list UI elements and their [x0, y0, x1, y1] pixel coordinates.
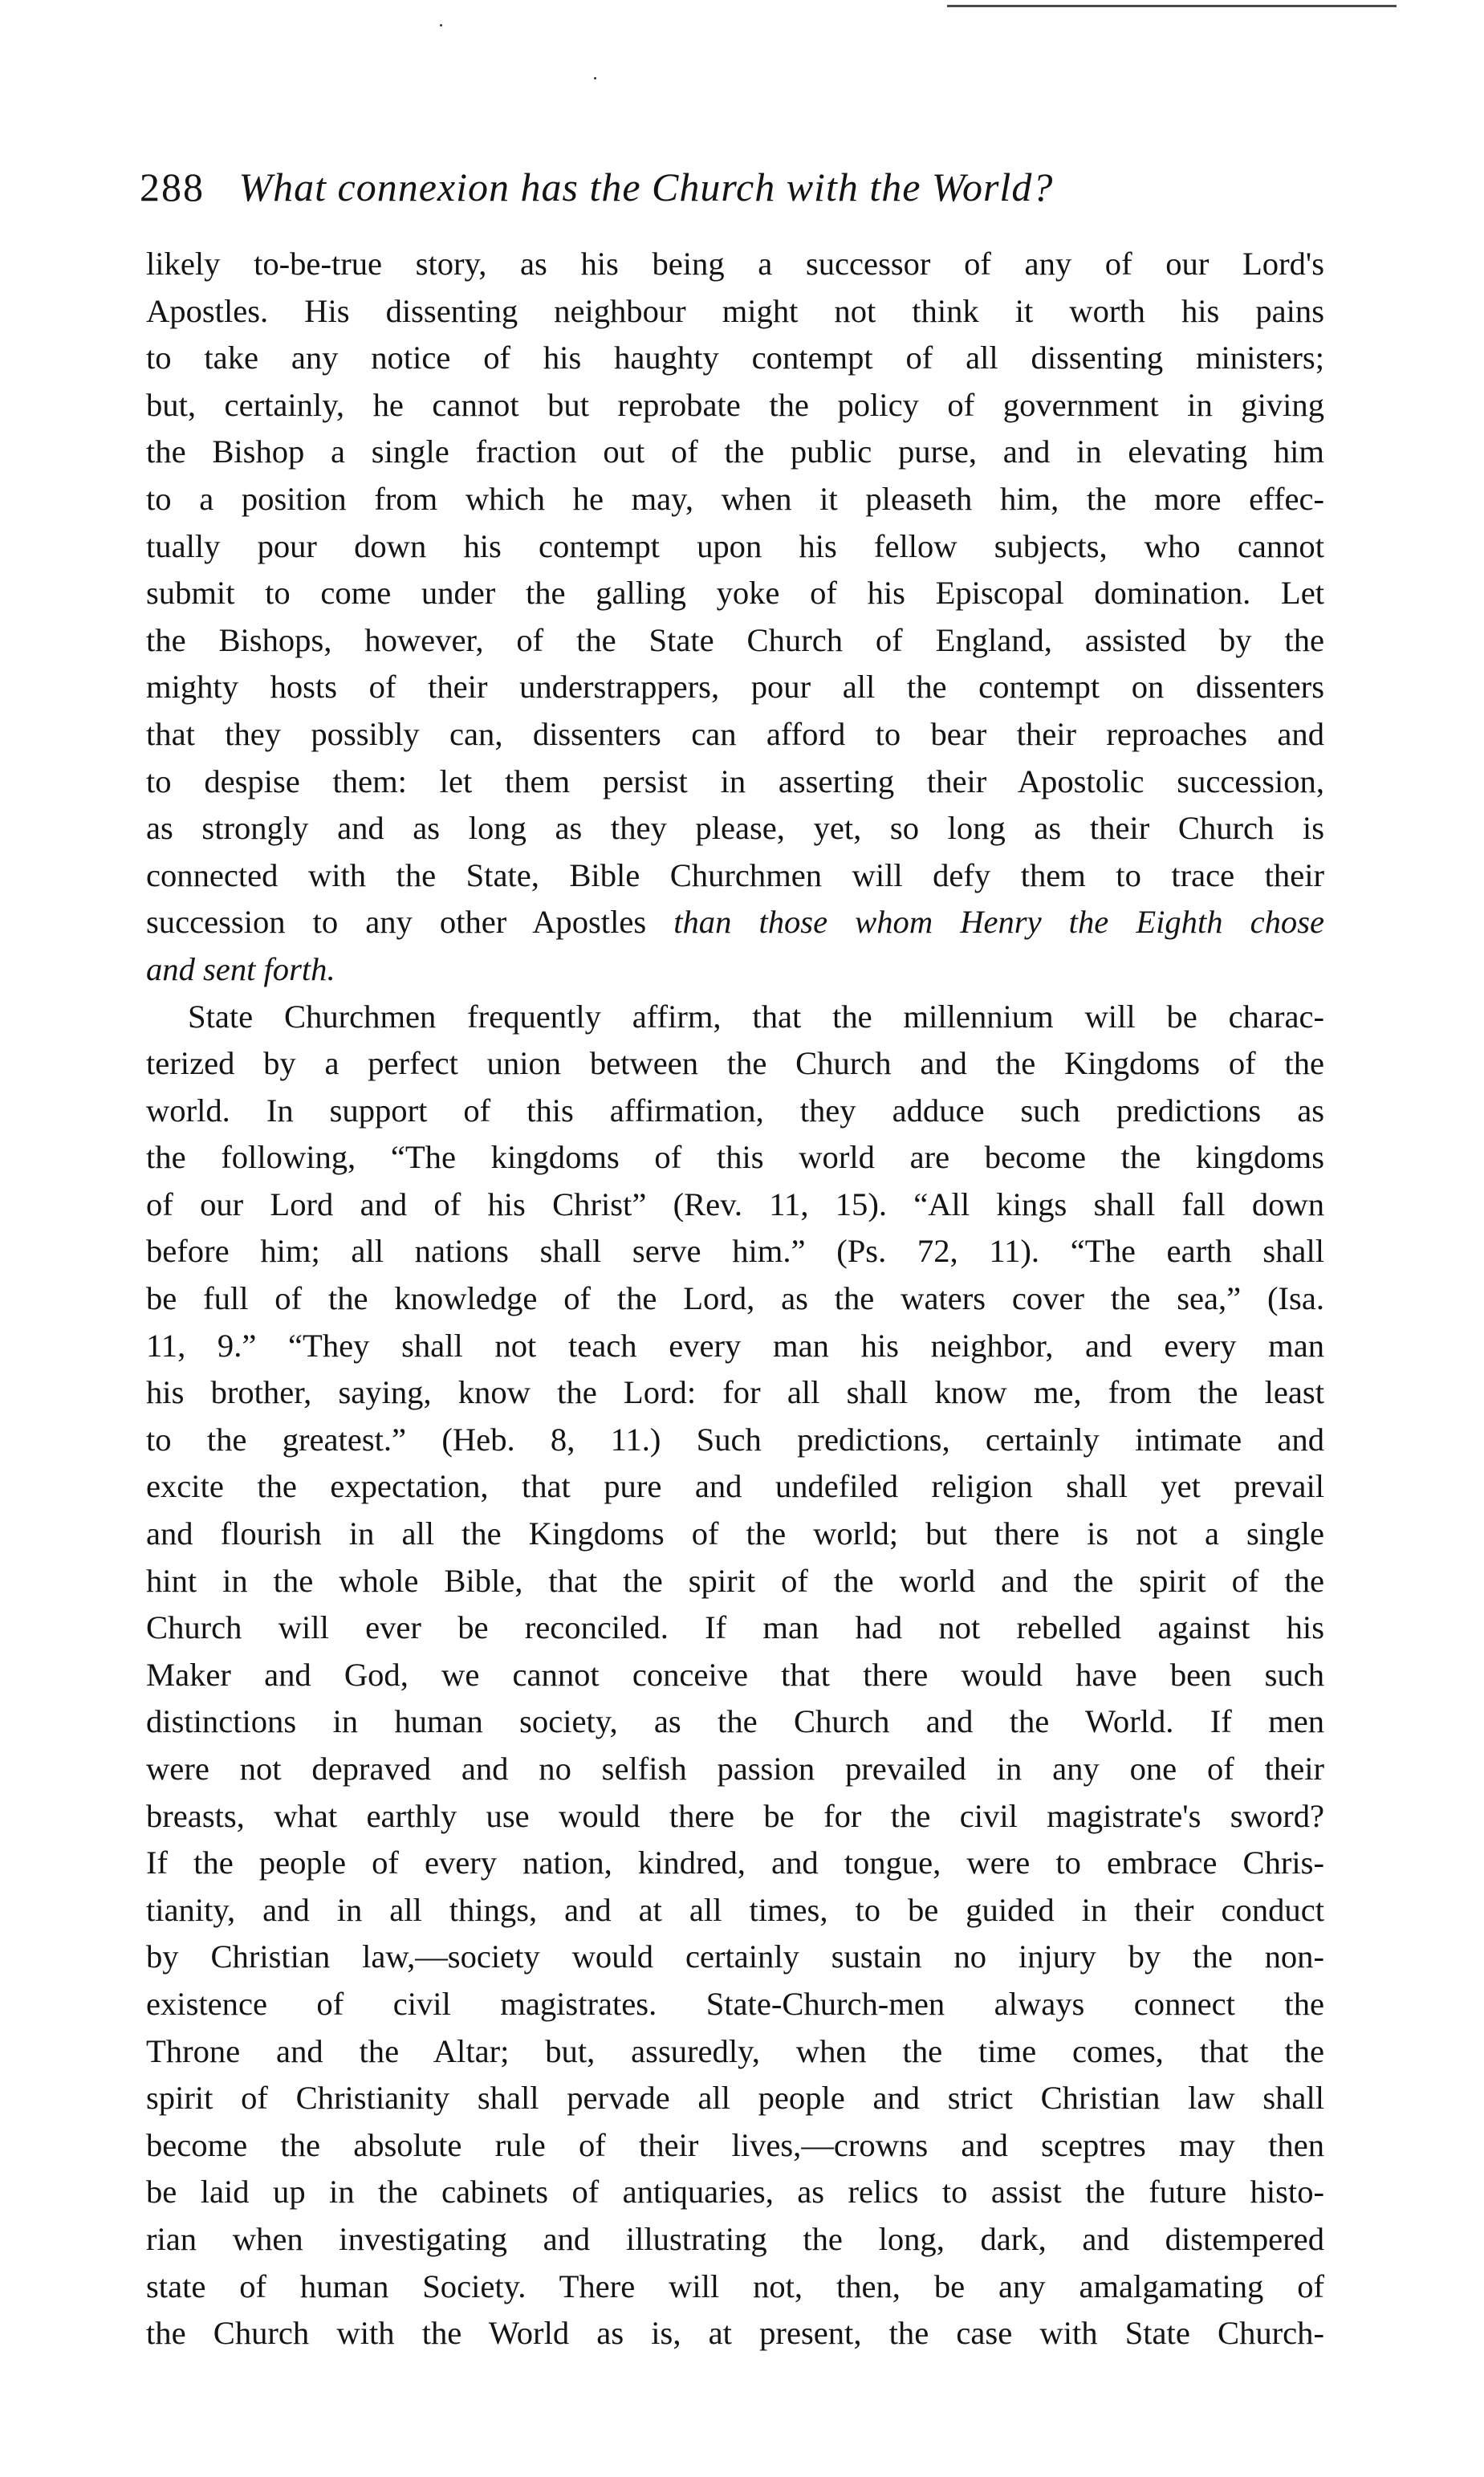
text-line: breasts, what earthly use would there be for the civil magistrate's sword? [146, 1797, 1324, 1834]
body-text [146, 241, 1324, 2357]
text-line: by Christian law,—society would certainly sustain no injury by the non- [146, 1938, 1324, 1975]
scan-speck [440, 24, 442, 26]
text-line: and flourish in all the Kingdoms of the world; but there is not a single [146, 1515, 1324, 1552]
text-line: likely to-be-true story, as his being a successor of any of our Lord's [146, 246, 1324, 282]
text-line: world. In support of this affirmation, they adduce such predictions as [146, 1092, 1324, 1129]
text-line: to a position from which he may, when it pleaseth him, the more effec- [146, 480, 1324, 517]
text-line: Throne and the Altar; but, assuredly, when the time comes, that the [146, 2032, 1324, 2069]
text-roman: succession to any other Apostles [146, 904, 674, 941]
text-line: existence of civil magistrates. State-Church-men always connect the [146, 1985, 1324, 2022]
text-line: his brother, saying, know the Lord: for all shall know me, from the least [146, 1374, 1324, 1411]
scan-speck [594, 77, 596, 79]
text-line: were not depraved and no selfish passion prevailed in any one of their [146, 1751, 1324, 1787]
text-line: excite the expectation, that pure and undefiled religion shall yet prevail [146, 1468, 1324, 1505]
text-line: as strongly and as long as they please, yet, so long as their Church is [146, 810, 1324, 847]
text-line: connected with the State, Bible Churchmen will defy them to trace their [146, 856, 1324, 893]
text-line: submit to come under the galling yoke of his Episcopal domination. Let [146, 575, 1324, 612]
text-line: Church will ever be reconciled. If man had not rebelled against his [146, 1609, 1324, 1646]
text-line-final: and sent forth. [146, 950, 335, 987]
text-line: state of human Society. There will not, then, be any amalgamating of [146, 2268, 1324, 2304]
text-line: hint in the whole Bible, that the spirit of the world and the spirit of the [146, 1562, 1324, 1599]
text-line: before him; all nations shall serve him.” (Ps. 72, 11). “The earth shall [146, 1233, 1324, 1270]
text-line: mighty hosts of their understrappers, pour all the contempt on dissenters [146, 669, 1324, 706]
page-header [140, 159, 1344, 215]
text-line: terized by a perfect union between the Church and the Kingdoms of the [146, 1045, 1324, 1082]
text-line: If the people of every nation, kindred, and tongue, were to embrace Chris- [146, 1845, 1324, 1881]
running-title: What connexion has the Church with the World? [238, 165, 1054, 209]
text-line: of our Lord and of his Christ” (Rev. 11, 15). “All kings shall fall down [146, 1186, 1324, 1222]
text-line: but, certainly, he cannot but reprobate the policy of government in giving [146, 386, 1324, 423]
text-line: to despise them: let them persist in asserting their Apostolic succession, [146, 763, 1324, 799]
text-line: spirit of Christianity shall pervade all people and strict Christian law shall [146, 2080, 1324, 2117]
text-line: be full of the knowledge of the Lord, as the waters cover the sea,” (Isa. [146, 1280, 1324, 1317]
text-line: Apostles. His dissenting neighbour might not think it worth his pains [146, 292, 1324, 329]
text-line: Maker and God, we cannot conceive that there would have been such [146, 1656, 1324, 1693]
text-line: rian when investigating and illustrating the long, dark, and distempered [146, 2220, 1324, 2257]
text-line: tually pour down his contempt upon his fellow subjects, who cannot [146, 527, 1324, 564]
text-line: the following, “The kingdoms of this world are become the kingdoms [146, 1139, 1324, 1176]
text-italic: than those whom Henry the Eighth chose [673, 904, 1324, 941]
page-number: 288 [140, 165, 205, 209]
text-line: that they possibly can, dissenters can afford to bear their reproaches and [146, 715, 1324, 752]
text-line: become the absolute rule of their lives,—crowns and sceptres may then [146, 2126, 1324, 2163]
text-line: be laid up in the cabinets of antiquaries, as relics to assist the future histo- [146, 2174, 1324, 2211]
paragraph-1 [146, 241, 1324, 994]
text-line [146, 899, 1324, 946]
text-line: 11, 9.” “They shall not teach every man his neighbor, and every man [146, 1327, 1324, 1364]
paragraph-2 [146, 994, 1324, 2357]
text-line: to the greatest.” (Heb. 8, 11.) Such predictions, certainly intimate and [146, 1421, 1324, 1458]
text-line: the Church with the World as is, at present, the case with State Church- [146, 2315, 1324, 2352]
text-line: the Bishops, however, of the State Church of England, assisted by the [146, 621, 1324, 658]
text-line: State Churchmen frequently affirm, that the millennium will be charac- [188, 998, 1324, 1035]
text-line: to take any notice of his haughty contempt of all dissenting ministers; [146, 340, 1324, 376]
text-line: tianity, and in all things, and at all times, to be guided in their conduct [146, 1891, 1324, 1928]
scan-edge-rule [947, 5, 1397, 7]
text-line: distinctions in human society, as the Church and the World. If men [146, 1703, 1324, 1740]
text-line: the Bishop a single fraction out of the public purse, and in elevating him [146, 433, 1324, 470]
